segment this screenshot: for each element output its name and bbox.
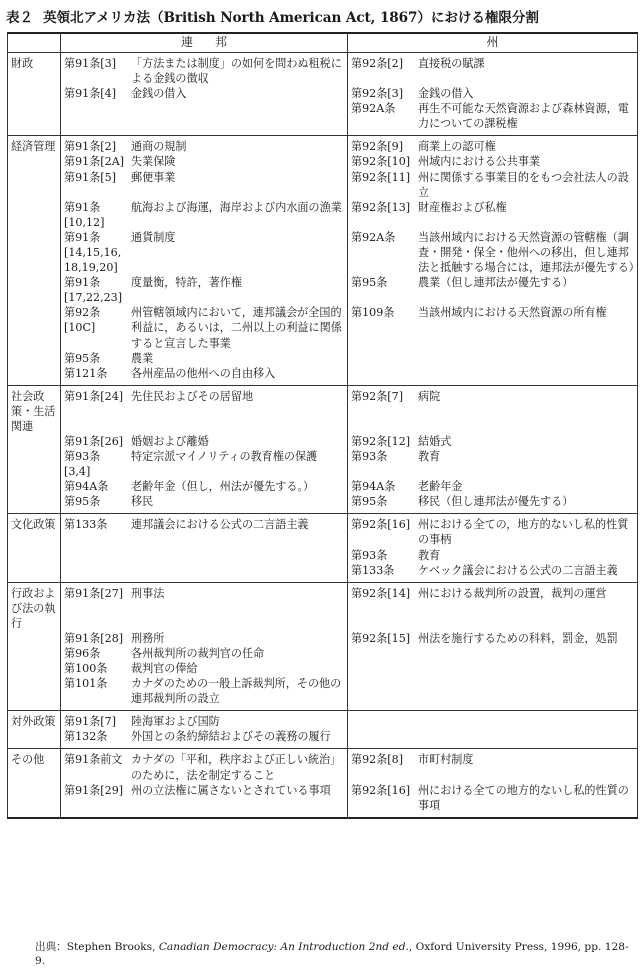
header-federal-label: 連邦 bbox=[180, 35, 249, 50]
federal-cell bbox=[61, 385, 348, 514]
power-description: 教育 bbox=[418, 548, 441, 562]
federal-entry bbox=[64, 389, 345, 404]
power-description: 教育 bbox=[418, 449, 441, 463]
power-description: 結婚式 bbox=[418, 434, 452, 448]
article-ref: 第92条[2] bbox=[351, 57, 404, 70]
article-ref: 第91条[29] bbox=[64, 783, 124, 797]
federal-entry bbox=[64, 479, 345, 494]
article-ref: 第92条[9] bbox=[351, 140, 404, 154]
table-body bbox=[8, 53, 638, 818]
article-ref: 第96条 bbox=[64, 646, 101, 660]
article-ref: 第133条 bbox=[64, 518, 108, 532]
provincial-entry bbox=[351, 101, 635, 131]
power-description: 連邦議会における公式の二言語主義 bbox=[131, 518, 309, 532]
provincial-entry bbox=[351, 230, 640, 275]
article-ref: 第95条 bbox=[64, 351, 101, 365]
article-ref: 第93条 bbox=[351, 449, 388, 463]
power-description: 移民 bbox=[131, 495, 154, 509]
federal-entry bbox=[64, 783, 345, 798]
federal-entry bbox=[64, 170, 345, 185]
article-ref: 第94A条 bbox=[351, 480, 396, 494]
provincial-entry bbox=[351, 56, 635, 71]
federal-entry bbox=[64, 661, 345, 676]
power-description: 商業上の認可権 bbox=[418, 140, 496, 154]
article-ref: 第92条[15] bbox=[351, 631, 411, 645]
power-description: 特定宗派マイノリティの教育権の保護 bbox=[131, 449, 318, 463]
federal-entry bbox=[64, 449, 345, 479]
article-ref: 第91条 [17,22,23] bbox=[64, 276, 123, 305]
power-description: 各州産品の他州への自由移入 bbox=[131, 366, 276, 380]
federal-entry bbox=[64, 586, 345, 601]
provincial-entry bbox=[351, 449, 635, 464]
provincial-entry bbox=[351, 305, 635, 320]
provincial-cell bbox=[348, 514, 638, 582]
federal-entry bbox=[64, 676, 345, 706]
federal-cell bbox=[61, 749, 348, 818]
article-ref: 第132条 bbox=[64, 730, 108, 744]
table-row bbox=[8, 749, 638, 818]
power-description: 郵便事業 bbox=[131, 170, 176, 184]
provincial-cell bbox=[348, 711, 638, 749]
federal-entry bbox=[64, 366, 345, 381]
power-description: 刑事法 bbox=[131, 586, 165, 600]
header-federal bbox=[61, 33, 348, 53]
power-description: カナダのための一般上訴裁判所，その他の連邦裁判所の設立 bbox=[131, 677, 342, 706]
category-cell: 社会政策・生活関連 bbox=[8, 385, 61, 514]
article-ref: 第92条[10] bbox=[351, 155, 411, 169]
power-description: 州域内における公共事業 bbox=[418, 155, 541, 169]
federal-cell bbox=[61, 53, 348, 136]
table-row bbox=[8, 53, 638, 136]
provincial-entry bbox=[351, 434, 635, 449]
provincial-entry bbox=[351, 154, 635, 169]
article-ref: 第95条 bbox=[351, 495, 388, 509]
power-description: 刑務所 bbox=[131, 631, 165, 645]
power-description: カナダの「平和，秩序および正しい統治」のために，法を制定すること bbox=[131, 753, 342, 782]
power-description: 通商の規制 bbox=[131, 140, 187, 154]
power-description: 婚姻および離婚 bbox=[131, 434, 209, 448]
article-ref: 第92条[13] bbox=[351, 200, 411, 214]
article-ref: 第91条[2] bbox=[64, 140, 117, 154]
table-row bbox=[8, 385, 638, 514]
power-description: 航海および海運，海岸および内水面の漁業 bbox=[131, 200, 342, 214]
article-ref: 第91条 [14,15,16, 18,19,20] bbox=[64, 230, 122, 275]
federal-entry bbox=[64, 752, 345, 782]
article-ref: 第92条[3] bbox=[351, 87, 404, 101]
table-row bbox=[8, 514, 638, 582]
provincial-entry bbox=[351, 139, 635, 154]
power-description: 病院 bbox=[418, 389, 441, 403]
power-description: 金銭の借入 bbox=[418, 87, 474, 101]
table-row bbox=[8, 711, 638, 749]
article-ref: 第91条[28] bbox=[64, 631, 124, 645]
federal-entry bbox=[64, 714, 345, 729]
header-row bbox=[8, 33, 638, 53]
provincial-entry bbox=[351, 783, 635, 813]
federal-entry bbox=[64, 154, 345, 169]
federal-cell bbox=[61, 582, 348, 711]
provincial-entry bbox=[351, 200, 635, 215]
federal-entry bbox=[64, 631, 345, 646]
power-description: 州における全ての，地方的ないし私的性質の事柄 bbox=[418, 518, 629, 547]
power-description: 移民（但し連邦法が優先する） bbox=[418, 495, 574, 509]
power-description: 財産権および私権 bbox=[418, 200, 507, 214]
article-ref: 第92条[14] bbox=[351, 586, 411, 600]
federal-entry bbox=[64, 200, 345, 230]
article-ref: 第95条 bbox=[351, 276, 388, 290]
power-description: 直接税の賦課 bbox=[418, 57, 485, 70]
power-description: 金銭の借入 bbox=[131, 87, 187, 101]
article-ref: 第91条 [10,12] bbox=[64, 200, 105, 229]
federal-entry bbox=[64, 56, 345, 86]
provincial-entry bbox=[351, 494, 635, 509]
federal-entry bbox=[64, 646, 345, 661]
power-description: 老齢年金 bbox=[418, 480, 463, 494]
federal-entry bbox=[64, 230, 345, 275]
category-cell: 経済管理 bbox=[8, 136, 61, 385]
power-description: 農業（但し連邦法が優先する） bbox=[418, 276, 574, 290]
table-title-text: 英領北アメリカ法（British North American Act, 1867）における権限分割 bbox=[43, 10, 539, 26]
federal-entry bbox=[64, 86, 345, 101]
provincial-entry bbox=[351, 479, 635, 494]
article-ref: 第92A条 bbox=[351, 102, 396, 116]
article-ref: 第109条 bbox=[351, 306, 395, 320]
article-ref: 第91条[27] bbox=[64, 586, 124, 600]
federal-entry bbox=[64, 351, 345, 366]
power-description: 通貨制度 bbox=[131, 230, 176, 244]
federal-entry bbox=[64, 139, 345, 154]
provincial-cell bbox=[348, 582, 638, 711]
provincial-cell bbox=[348, 749, 638, 818]
federal-cell bbox=[61, 711, 348, 749]
article-ref: 第91条[2A] bbox=[64, 155, 125, 169]
power-description: 州の立法権に属さないとされている事項 bbox=[131, 783, 331, 797]
article-ref: 第93条 bbox=[351, 548, 388, 562]
power-description: 「方法または制度」の如何を問わぬ租税による金銭の徴収 bbox=[131, 57, 342, 86]
power-description: 失業保険 bbox=[131, 155, 176, 169]
category-cell: 財政 bbox=[8, 53, 61, 136]
federal-entry bbox=[64, 305, 345, 350]
header-provincial-label: 州 bbox=[486, 35, 521, 50]
article-ref: 第92条[16] bbox=[351, 783, 411, 797]
article-ref: 第91条[4] bbox=[64, 87, 117, 101]
provincial-entry bbox=[351, 517, 635, 547]
provincial-entry bbox=[351, 586, 635, 601]
article-ref: 第91条[7] bbox=[64, 715, 117, 729]
provincial-entry bbox=[351, 275, 635, 290]
source-note bbox=[35, 940, 635, 968]
power-description: 州における全ての地方的ないし私的性質の事項 bbox=[418, 783, 629, 812]
power-description: 度量衡，特許，著作権 bbox=[131, 276, 242, 290]
power-description: 再生不可能な天然資源および森林資源，電力についての課税権 bbox=[418, 102, 629, 131]
article-ref: 第92条 [10C] bbox=[64, 306, 101, 335]
provincial-entry bbox=[351, 389, 635, 404]
article-ref: 第93条 [3,4] bbox=[64, 449, 101, 479]
table-row bbox=[8, 582, 638, 711]
power-description: 州管轄領域内において，連邦議会が全国的利益に，あるいは，二州以上の利益に関係すると宣言した事業 bbox=[131, 306, 342, 350]
table-number: 表２ bbox=[6, 10, 33, 26]
provincial-entry bbox=[351, 86, 635, 101]
header-category bbox=[8, 33, 61, 53]
article-ref: 第91条[24] bbox=[64, 389, 124, 403]
table-title bbox=[6, 6, 638, 26]
power-description: 外国との条約締結およびその義務の履行 bbox=[131, 730, 331, 744]
category-cell: 行政および法の執行 bbox=[8, 582, 61, 711]
table-row bbox=[8, 136, 638, 385]
article-ref: 第91条[5] bbox=[64, 170, 117, 184]
power-description: 市町村制度 bbox=[418, 753, 474, 767]
article-ref: 第91条[26] bbox=[64, 434, 124, 448]
provincial-entry bbox=[351, 548, 635, 563]
article-ref: 第92条[16] bbox=[351, 518, 411, 532]
category-cell: その他 bbox=[8, 749, 61, 818]
powers-table bbox=[7, 32, 638, 819]
provincial-cell bbox=[348, 53, 638, 136]
header-provincial bbox=[348, 33, 638, 53]
provincial-cell bbox=[348, 385, 638, 514]
federal-entry bbox=[64, 434, 345, 449]
power-description: 先住民およびその居留地 bbox=[131, 389, 254, 403]
power-description: 州に関係する事業目的をもつ会社法人の設立 bbox=[418, 170, 629, 199]
article-ref: 第92条[7] bbox=[351, 389, 404, 403]
power-description: 当該州域内における天然資源の所有権 bbox=[418, 306, 607, 320]
power-description: 州における裁判所の設置，裁判の運営 bbox=[418, 586, 607, 600]
article-ref: 第121条 bbox=[64, 366, 108, 380]
federal-entry bbox=[64, 729, 345, 744]
article-ref: 第100条 bbox=[64, 662, 108, 675]
article-ref: 第101条 bbox=[64, 677, 108, 691]
provincial-entry bbox=[351, 563, 635, 578]
provincial-entry bbox=[351, 631, 635, 646]
article-ref: 第92条[12] bbox=[351, 434, 411, 448]
article-ref: 第133条 bbox=[351, 563, 395, 577]
power-description: 当該州域内における天然資源の管轄権（調査・開発・保全・他州への移出，但し連邦法と抵触する場合には，連邦法が優先する） bbox=[418, 230, 640, 275]
federal-cell bbox=[61, 514, 348, 582]
power-description: 裁判官の俸給 bbox=[131, 662, 198, 675]
provincial-entry bbox=[351, 752, 635, 767]
power-description: 老齢年金（但し，州法が優先する。） bbox=[131, 480, 315, 494]
source-prefix: 出典：Stephen Brooks, bbox=[35, 941, 159, 953]
power-description: ケベック議会における公式の二言語主義 bbox=[418, 563, 618, 577]
provincial-entry bbox=[351, 170, 635, 200]
category-cell: 文化政策 bbox=[8, 514, 61, 582]
federal-entry bbox=[64, 494, 345, 509]
article-ref: 第95条 bbox=[64, 495, 101, 509]
provincial-cell bbox=[348, 136, 638, 385]
article-ref: 第91条[3] bbox=[64, 57, 117, 70]
article-ref: 第91条前文 bbox=[64, 753, 123, 767]
power-description: 農業 bbox=[131, 351, 154, 365]
article-ref: 第92条[8] bbox=[351, 753, 404, 767]
power-description: 陸海軍および国防 bbox=[131, 715, 220, 729]
power-description: 州法を施行するための科料，罰金，処罰 bbox=[418, 631, 618, 645]
federal-entry bbox=[64, 517, 345, 532]
federal-entry bbox=[64, 275, 345, 305]
source-suffix: , Oxford University Press, 1996, pp. 128-9. bbox=[35, 941, 629, 967]
category-cell: 対外政策 bbox=[8, 711, 61, 749]
article-ref: 第92条[11] bbox=[351, 170, 411, 184]
power-description: 各州裁判所の裁判官の任命 bbox=[131, 646, 265, 660]
source-book-title: Canadian Democracy: An Introduction 2nd ed. bbox=[158, 941, 409, 953]
article-ref: 第92A条 bbox=[351, 230, 396, 244]
article-ref: 第94A条 bbox=[64, 480, 109, 494]
federal-cell bbox=[61, 136, 348, 385]
